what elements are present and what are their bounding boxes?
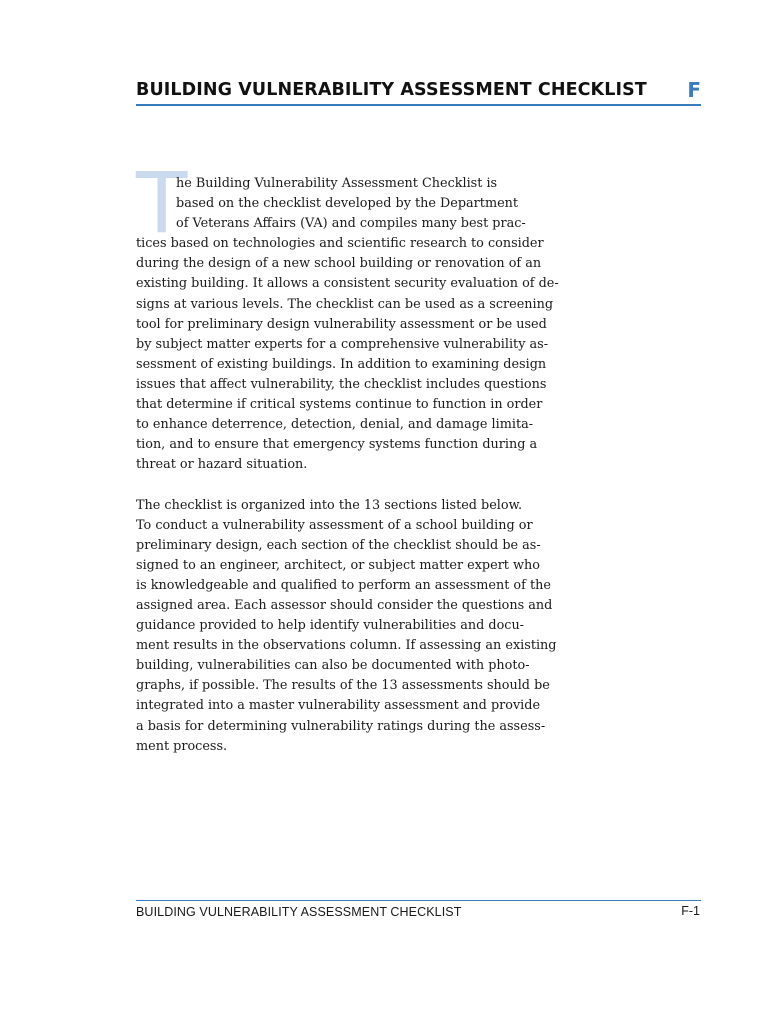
page-number: F-1 <box>681 904 700 918</box>
paragraph-line: that determine if critical systems continue to function in order <box>136 397 543 413</box>
paragraph-line: is knowledgeable and qualified to perform an assessment of the <box>136 577 551 593</box>
paragraph-intro <box>136 174 559 475</box>
footer-title: BUILDING VULNERABILITY ASSESSMENT CHECKLIST <box>136 905 462 919</box>
paragraph-line: to enhance deterrence, detection, denial, and damage limita- <box>136 417 534 433</box>
paragraph-line: by subject matter experts for a comprehensive vulnerability as- <box>136 336 549 352</box>
paragraph-line: signs at various levels. The checklist can be used as a screening <box>136 296 554 312</box>
paragraph-line: ment process. <box>136 738 228 754</box>
header-rule <box>136 104 701 106</box>
paragraph-line: building, vulnerabilities can also be documented with photo- <box>136 658 530 674</box>
paragraph-line: sessment of existing buildings. In addition to examining design <box>136 356 547 372</box>
paragraph-line: preliminary design, each section of the checklist should be as- <box>136 537 541 553</box>
paragraph-line: he Building Vulnerability Assessment Checklist is <box>176 176 498 191</box>
paragraph-line: signed to an engineer, architect, or subject matter expert who <box>136 557 540 573</box>
paragraph-line: tion, and to ensure that emergency systems function during a <box>136 437 538 453</box>
paragraph-line: assigned area. Each assessor should consider the questions and <box>136 597 553 613</box>
paragraph-line: a basis for determining vulnerability ratings during the assess- <box>136 718 546 734</box>
paragraph-line: issues that affect vulnerability, the checklist includes questions <box>136 376 547 392</box>
paragraph-line: threat or hazard situation. <box>136 457 308 473</box>
drop-cap: T <box>136 154 188 252</box>
paragraph-procedure <box>136 496 557 757</box>
header-title: BUILDING VULNERABILITY ASSESSMENT CHECKLIST <box>136 80 647 100</box>
paragraph-line: of Veterans Affairs (VA) and compiles many best prac- <box>176 216 526 232</box>
appendix-letter: F <box>687 78 701 102</box>
footer-rule <box>136 900 701 901</box>
paragraph-line: during the design of a new school building or renovation of an <box>136 256 542 272</box>
paragraph-line: tool for preliminary design vulnerability assessment or be used <box>136 316 547 332</box>
paragraph-line: tices based on technologies and scientific research to consider <box>136 236 544 252</box>
page-header <box>136 76 701 104</box>
body-text <box>136 174 559 757</box>
paragraph-line: guidance provided to help identify vulnerabilities and docu- <box>136 618 525 634</box>
paragraph-spacer <box>136 475 536 495</box>
paragraph-line: based on the checklist developed by the Department <box>176 196 519 212</box>
paragraph-line: existing building. It allows a consistent security evaluation of de- <box>136 276 559 292</box>
paragraph-line: ment results in the observations column. If assessing an existing <box>136 638 557 654</box>
paragraph-line: The checklist is organized into the 13 sections listed below. <box>136 497 523 513</box>
paragraph-line: integrated into a master vulnerability assessment and provide <box>136 698 541 714</box>
paragraph-line: graphs, if possible. The results of the 13 assessments should be <box>136 678 550 694</box>
paragraph-line: To conduct a vulnerability assessment of a school building or <box>136 517 533 533</box>
